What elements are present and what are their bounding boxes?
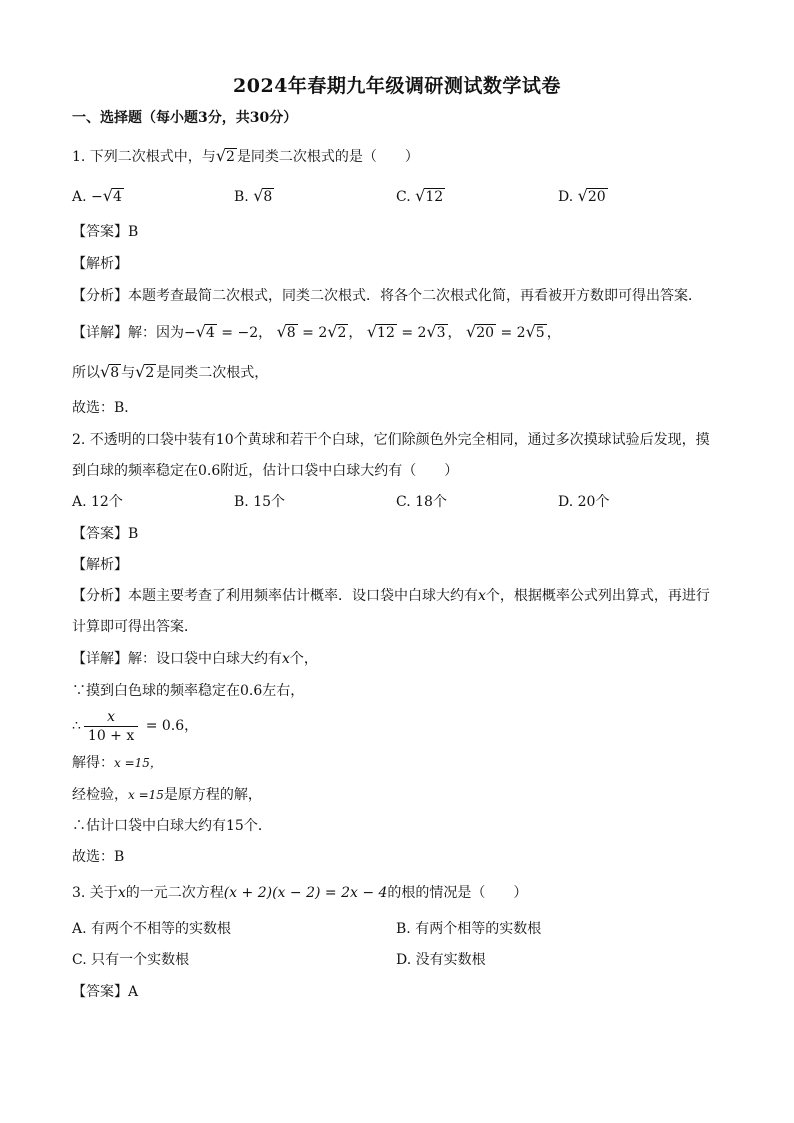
q1-option-b[interactable]: [234, 186, 274, 207]
so-radicand2: 2: [145, 365, 155, 381]
fenxi-variable: x: [478, 588, 486, 604]
q3-answer: [72, 982, 138, 1002]
option-text: 12个: [91, 494, 123, 510]
answer-value: A: [128, 984, 139, 1000]
q3-option-b[interactable]: [396, 919, 541, 939]
fenxi-tag: 【分析】: [72, 588, 128, 604]
radical-sign: √: [426, 322, 437, 341]
q1-detail: 【详解】解：因为−√4 = −2， √8 = 2√2 ， √12 = 2√3 ， √20 = 2√5 ，: [72, 322, 561, 341]
radical-sign: √: [577, 186, 588, 205]
d4-end: ，: [546, 325, 561, 341]
answer-tag: 【答案】: [72, 526, 128, 542]
d1-result: = −2，: [216, 325, 273, 341]
answer-value: B: [128, 224, 139, 240]
so-text-c: 是同类二次根式，: [156, 365, 269, 381]
radical-sign: √: [327, 322, 338, 341]
option-label: B.: [234, 189, 249, 205]
radical-sign: √: [253, 186, 264, 205]
q2-estimate: ∴估计口袋中白球大约有15个．: [72, 818, 272, 834]
q1-option-c[interactable]: [396, 186, 445, 207]
q1-choose: 故选：B．: [72, 400, 139, 416]
option-text: 有两个不相等的实数根: [91, 921, 232, 937]
fraction-numerator: x: [84, 708, 138, 727]
fenxi-text-a: 本题主要考查了利用频率估计概率．设口袋中白球大约有: [128, 588, 478, 604]
so-text-a: 所以: [72, 365, 100, 381]
d3-mid: = 2: [396, 325, 427, 341]
radical-sign: √: [215, 146, 227, 165]
option-label: C.: [396, 189, 411, 205]
answer-tag: 【答案】: [72, 984, 128, 1000]
option-radicand: 20: [587, 189, 606, 205]
q1-stem-text-a: 1. 下列二次根式中，与: [72, 149, 216, 165]
q3-option-a[interactable]: [72, 919, 231, 939]
option-radicand: 8: [263, 189, 273, 205]
d4-radicand: 20: [476, 325, 495, 341]
option-prefix: −: [91, 189, 103, 205]
answer-tag: 【答案】: [72, 224, 128, 240]
answer-value: B: [128, 526, 139, 542]
d3-radicand2: 3: [436, 325, 446, 341]
solve-label: 解得：: [72, 755, 114, 771]
q2-answer: [72, 524, 138, 544]
q2-check: [72, 785, 262, 805]
d2-end: ，: [348, 325, 363, 341]
option-label: C.: [72, 952, 87, 968]
option-text: 有两个相等的实数根: [415, 921, 542, 937]
q3-equation: (x + 2)(x − 2) = 2x − 4: [223, 885, 388, 901]
solve-equation: x =15，: [114, 756, 162, 770]
q3-stem-text-a: 3. 关于: [72, 885, 118, 901]
fraction-denominator: 10 + x: [87, 727, 135, 744]
fenxi-text: 本题考查最简二次根式，同类二次根式．将各个二次根式化简，再看被开方数即可得出答案．: [128, 288, 702, 304]
radical-sign: √: [100, 362, 111, 381]
d4-radicand2: 5: [535, 325, 545, 341]
check-equation: x =15: [128, 788, 164, 802]
q2-because: ∵摸到白色球的频率稳定在0.6左右，: [72, 683, 305, 699]
option-radicand: 12: [425, 189, 444, 205]
d2-mid: = 2: [297, 325, 328, 341]
q2-stem-line2: 到白球的频率稳定在0.6附近，估计口袋中白球大约有（ ）: [72, 463, 459, 479]
d2-radicand: 8: [286, 325, 296, 341]
q2-stem-line1: 2. 不透明的口袋中装有10个黄球和若干个白球，它们除颜色外完全相同，通过多次摸球试验后发现，摸: [72, 432, 710, 448]
radical-sign: √: [525, 322, 536, 341]
option-label: A.: [72, 921, 87, 937]
q2-analysis-tag: 【解析】: [72, 557, 128, 573]
d2-radicand2: 2: [337, 325, 347, 341]
q1-answer: [72, 222, 138, 242]
fenxi-tag: 【分析】: [72, 288, 128, 304]
radical-sign: √: [195, 322, 206, 341]
q1-stem-text-b: 是同类二次根式的是（ ）: [236, 149, 419, 165]
radical-sign: √: [102, 186, 113, 205]
d4-mid: = 2: [496, 325, 526, 341]
q1-conclusion: [72, 362, 268, 383]
q1-fenxi: [72, 286, 702, 306]
q3-stem: [72, 883, 527, 903]
d3-radicand: 12: [377, 325, 395, 341]
d1-radicand: 4: [205, 325, 215, 341]
option-label: C.: [396, 494, 411, 510]
q2-solve: [72, 753, 162, 773]
radical-sign: √: [466, 322, 477, 341]
q3-stem-text-c: 的根的情况是（ ）: [387, 885, 528, 901]
detail-text-a: 解：设口袋中白球大约有: [128, 651, 282, 667]
q3-option-d[interactable]: [396, 950, 486, 970]
option-text: 18个: [415, 494, 447, 510]
check-text-b: 是原方程的解，: [163, 787, 262, 803]
q1-option-a[interactable]: [72, 186, 124, 207]
exam-title: 2024年春期九年级调研测试数学试卷: [233, 75, 561, 97]
q3-option-c[interactable]: [72, 950, 189, 970]
detail-tag: 【详解】: [72, 651, 128, 667]
q2-equation: [72, 706, 198, 746]
so-text-b: 与: [121, 365, 136, 381]
section-heading: 一、选择题（每小题3分，共30分）: [72, 110, 298, 126]
q1-stem-radicand: 2: [226, 149, 235, 165]
detail-prefix: 解：因为: [128, 325, 184, 341]
q3-stem-text-b: 的一元二次方程: [125, 885, 224, 901]
option-text: 没有实数根: [415, 952, 486, 968]
option-text: 15个: [253, 494, 286, 510]
option-label: B.: [396, 921, 411, 937]
radical-sign: √: [415, 186, 426, 205]
check-text-a: 经检验，: [72, 787, 128, 803]
so-radicand1: 8: [110, 365, 120, 381]
q1-analysis-tag: 【解析】: [72, 256, 128, 272]
therefore-symbol: ∴: [72, 718, 81, 734]
q2-option-b[interactable]: [234, 492, 285, 512]
option-text: 20个: [577, 494, 610, 510]
q2-option-a[interactable]: [72, 492, 123, 512]
q2-choose: 故选：B: [72, 849, 125, 865]
q2-fenxi-line2: 计算即可得出答案．: [72, 619, 198, 635]
option-text: 只有一个实数根: [91, 952, 190, 968]
option-label: A.: [72, 189, 87, 205]
radical-sign: √: [276, 322, 287, 341]
fenxi-text-b: 个，根据概率公式列出算式，再进行: [485, 588, 710, 604]
detail-variable: x: [282, 651, 290, 667]
q2-detail: [72, 649, 318, 669]
detail-text-b: 个，: [289, 651, 318, 667]
q2-option-d[interactable]: [558, 492, 609, 512]
option-label: D.: [558, 494, 574, 510]
option-radicand: 4: [112, 189, 122, 205]
d3-end: ，: [447, 325, 462, 341]
q1-stem: [72, 146, 419, 167]
q3-variable: x: [117, 885, 126, 901]
option-label: B.: [234, 494, 249, 510]
fraction-rhs: = 0.6，: [141, 718, 199, 734]
q2-fenxi-line1: [72, 586, 710, 606]
q1-option-d[interactable]: [558, 186, 608, 207]
option-label: A.: [72, 494, 87, 510]
option-label: D.: [558, 189, 574, 205]
q2-option-c[interactable]: [396, 492, 447, 512]
detail-tag: 【详解】: [72, 325, 128, 341]
radical-sign: √: [366, 322, 378, 341]
fraction: [84, 708, 138, 745]
option-label: D.: [396, 952, 412, 968]
radical-sign: √: [135, 362, 146, 381]
